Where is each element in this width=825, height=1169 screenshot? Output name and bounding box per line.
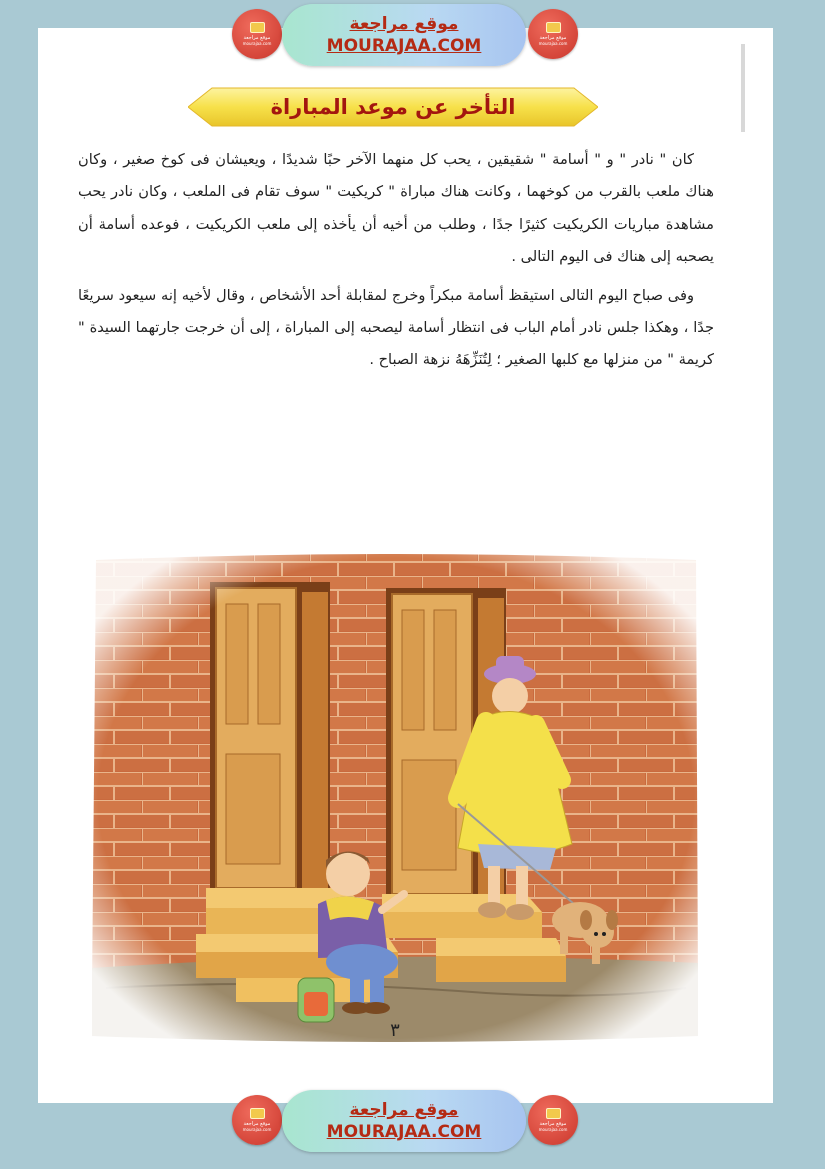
- watermark-link[interactable]: [282, 1090, 526, 1152]
- paragraph: كان " نادر " و " أسامة " شقيقين ، يحب كل منهما الآخر حبًا شديدًا ، ويعيشان فى كوخ صغير ، وكان هناك ملعب بالقرب من كوخهما ، وكانت هناك مباراة " كريكيت " سوف تقام فى الملعب ، وكان نادر يحب مشاهدة مباريات الكريكيت كثيرًا جدًا ، وطلب من أخيه أن يأخذه إلى ملعب الكريكيت ، فوعده أسامة أن يصحبه إلى هناك فى اليوم التالى .: [78, 151, 714, 266]
- watermark-banner-bottom: [0, 1084, 825, 1156]
- watermark-english: MOURAJAA.COM: [326, 36, 482, 56]
- story-text: [78, 144, 714, 377]
- page-title: التأخر عن موعد المباراة: [270, 95, 516, 119]
- page-number: ٣: [390, 1020, 400, 1041]
- watermark-arabic: موقع مراجعة: [349, 1100, 459, 1120]
- watermark-link[interactable]: [282, 4, 526, 66]
- watermark-arabic: موقع مراجعة: [349, 14, 459, 34]
- title-ribbon: [188, 86, 598, 128]
- watermark-english: MOURAJAA.COM: [326, 1122, 482, 1142]
- boy-on-steps-and-woman-with-dog-illustration: [86, 548, 706, 1048]
- mourajaa-logo-icon: موقع مراجعة mourajaa.com: [232, 9, 282, 59]
- paragraph: وفى صباح اليوم التالى استيقظ أسامة مبكراً وخرج لمقابلة أحد الأشخاص ، وقال لأخيه إنه سيعود سريعًا جدًا ، وهكذا جلس نادر أمام الباب فى انتظار أسامة ليصحبه إلى المباراة ، إلى أن خرجت جارتهما السيدة " كريمة " من منزلها مع كلبها الصغير ؛ لِتُنَزِّهَهُ نزهة الصباح .: [78, 286, 714, 369]
- watermark-banner-top: [0, 0, 825, 70]
- mourajaa-logo-icon: موقع مراجعة mourajaa.com: [232, 1095, 282, 1145]
- mourajaa-logo-icon: موقع مراجعة mourajaa.com: [528, 1095, 578, 1145]
- mourajaa-logo-icon: موقع مراجعة mourajaa.com: [528, 9, 578, 59]
